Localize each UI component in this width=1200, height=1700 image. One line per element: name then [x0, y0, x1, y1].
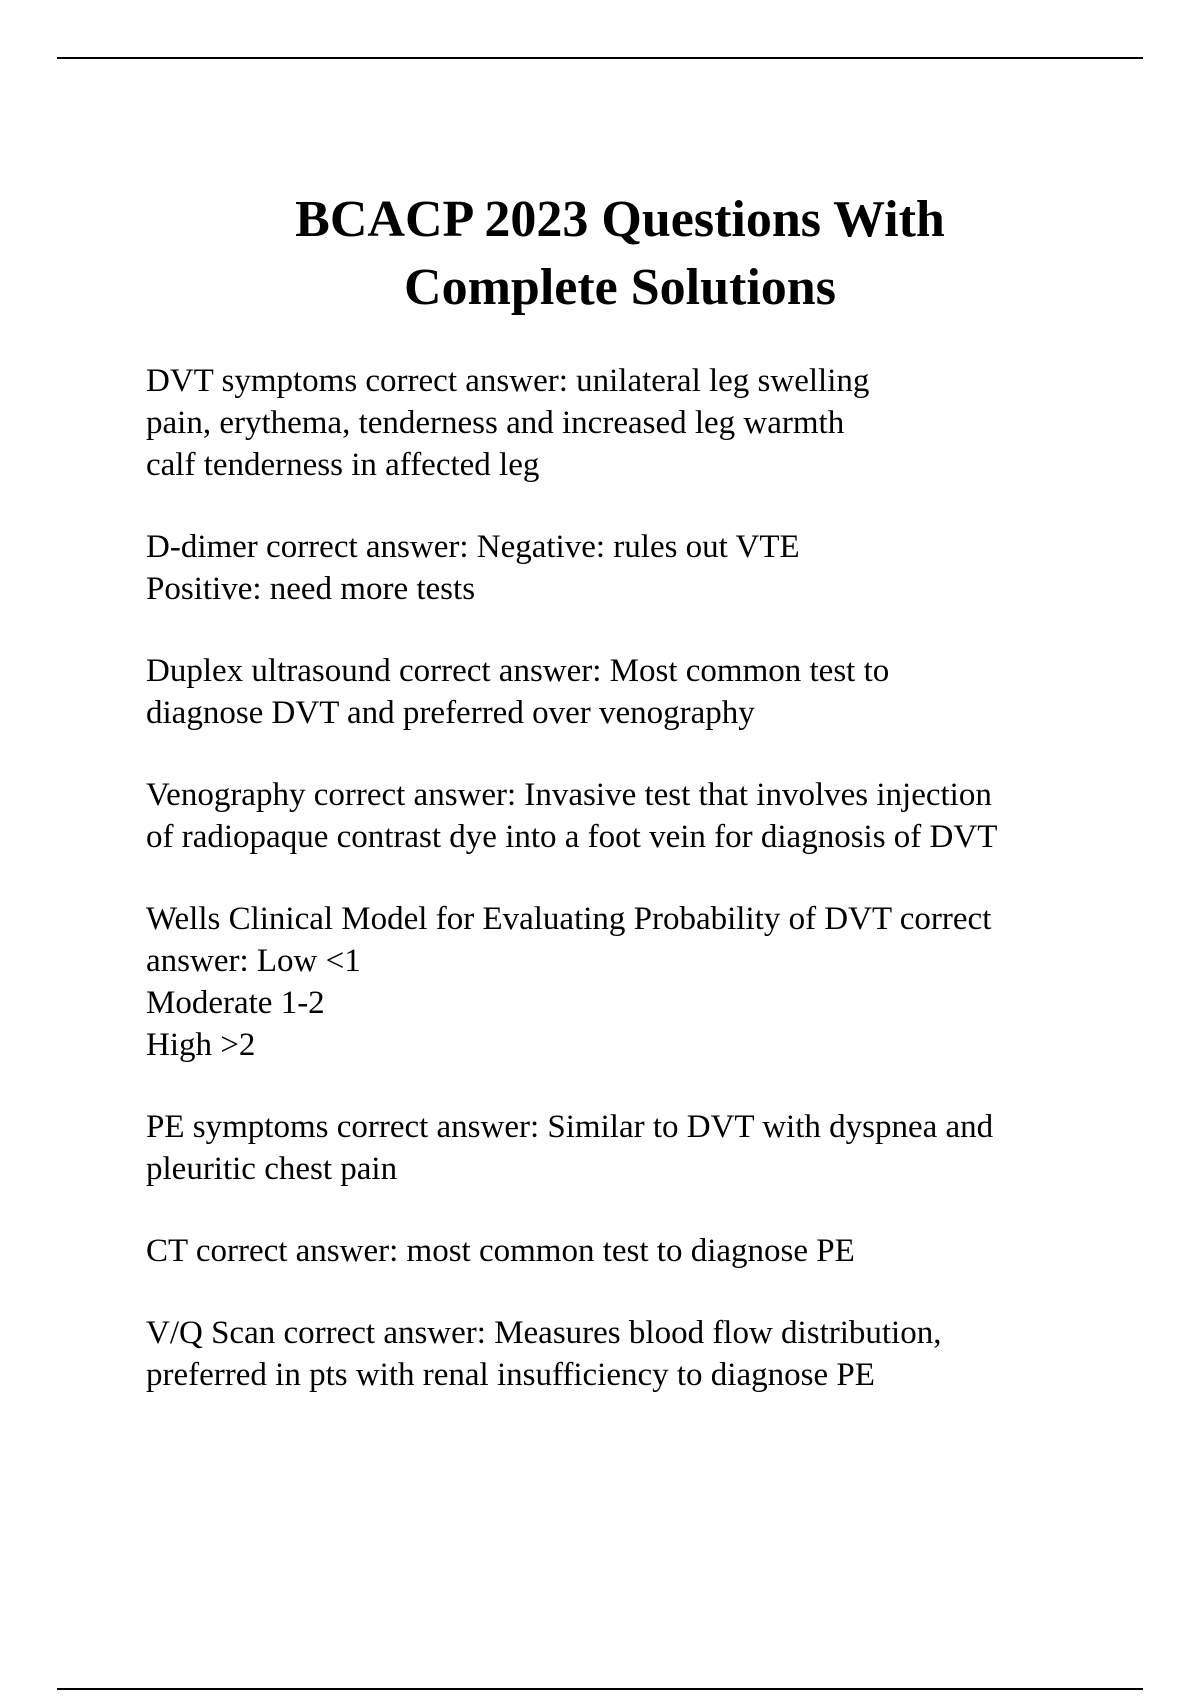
bottom-rule [57, 1688, 1143, 1690]
qa-entry-vq-scan [146, 1312, 1146, 1396]
qa-line: Wells Clinical Model for Evaluating Probability of DVT correct [146, 901, 992, 937]
top-rule [57, 57, 1143, 59]
qa-line: diagnose DVT and preferred over venography [146, 695, 755, 731]
qa-line: of radiopaque contrast dye into a foot vein for diagnosis of DVT [146, 819, 998, 855]
qa-entry-wells-model [146, 898, 1146, 1066]
qa-entry-pe-symptoms [146, 1106, 1146, 1190]
qa-entry-ct [146, 1230, 1146, 1272]
qa-list [146, 360, 1146, 1436]
qa-line: D-dimer correct answer: Negative: rules out VTE [146, 529, 800, 565]
qa-line: DVT symptoms correct answer: unilateral leg swelling [146, 363, 870, 399]
qa-entry-duplex-ultrasound [146, 650, 1146, 734]
qa-line: Duplex ultrasound correct answer: Most common test to [146, 653, 890, 689]
qa-line: pleuritic chest pain [146, 1151, 398, 1187]
qa-entry-venography [146, 774, 1146, 858]
qa-entry-dvt-symptoms [146, 360, 1146, 486]
qa-line: High >2 [146, 1027, 256, 1063]
qa-line: calf tenderness in affected leg [146, 447, 540, 483]
title-line: Complete Solutions [404, 259, 836, 316]
qa-line: CT correct answer: most common test to diagnose PE [146, 1233, 855, 1269]
qa-line: Positive: need more tests [146, 571, 476, 607]
qa-line: PE symptoms correct answer: Similar to DVT with dyspnea and [146, 1109, 994, 1145]
qa-line: preferred in pts with renal insufficiency to diagnose PE [146, 1357, 875, 1393]
document-title [140, 186, 1100, 322]
qa-line: answer: Low <1 [146, 943, 361, 979]
qa-entry-d-dimer [146, 526, 1146, 610]
qa-line: Venography correct answer: Invasive test that involves injection [146, 777, 992, 813]
qa-line: pain, erythema, tenderness and increased leg warmth [146, 405, 845, 441]
qa-line: Moderate 1-2 [146, 985, 325, 1021]
title-line: BCACP 2023 Questions With [295, 191, 945, 248]
qa-line: V/Q Scan correct answer: Measures blood flow distribution, [146, 1315, 942, 1351]
